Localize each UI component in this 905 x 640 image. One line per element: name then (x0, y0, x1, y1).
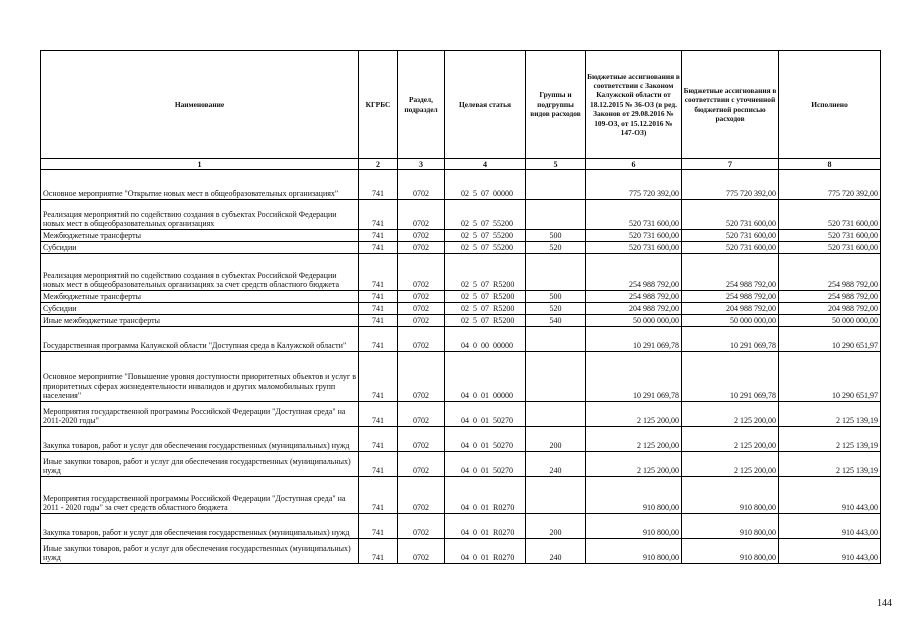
cell-kgrbs: 741 (359, 327, 398, 352)
cell-executed: 254 988 792,00 (779, 291, 881, 303)
cell-executed: 520 731 600,00 (779, 242, 881, 254)
cell-refined: 10 291 069,78 (682, 327, 779, 352)
header-groups: Группы и подгруппы видов расходов (526, 51, 586, 159)
table-row (41, 291, 881, 303)
cell-name: Субсидии (41, 242, 359, 254)
cell-name: Реализация мероприятий по содействию создания в субъектах Российской Федерации новых мест в общеобразовательных организациях (41, 200, 359, 230)
cell-group: 520 (526, 242, 586, 254)
page-number: 144 (877, 598, 892, 609)
cell-refined: 520 731 600,00 (682, 230, 779, 242)
cell-executed: 910 443,00 (779, 477, 881, 514)
cell-kgrbs: 741 (359, 200, 398, 230)
cell-section: 0702 (398, 402, 445, 427)
cell-group (526, 352, 586, 402)
cell-executed: 2 125 139,19 (779, 402, 881, 427)
cell-section: 0702 (398, 514, 445, 539)
cell-refined: 50 000 000,00 (682, 315, 779, 327)
cell-executed: 10 290 651,97 (779, 327, 881, 352)
cell-target: 02 5 07 R5200 (445, 315, 526, 327)
cell-executed: 520 731 600,00 (779, 200, 881, 230)
cell-kgrbs: 741 (359, 352, 398, 402)
cell-refined: 910 800,00 (682, 539, 779, 564)
cell-name: Основное мероприятие "Повышение уровня доступности приоритетных объектов и услуг в приоритетных сферах жизнедеятельности инвалидов и других маломобильных групп населения" (41, 352, 359, 402)
cell-group: 520 (526, 303, 586, 315)
cell-law: 910 800,00 (586, 477, 682, 514)
cell-kgrbs: 741 (359, 303, 398, 315)
header-name: Наименование (41, 51, 359, 159)
cell-refined: 775 720 392,00 (682, 170, 779, 200)
cell-law: 10 291 069,78 (586, 352, 682, 402)
cell-group (526, 477, 586, 514)
cell-kgrbs: 741 (359, 402, 398, 427)
cell-target: 04 0 01 00000 (445, 352, 526, 402)
cell-law: 520 731 600,00 (586, 200, 682, 230)
cell-kgrbs: 741 (359, 170, 398, 200)
cell-kgrbs: 741 (359, 427, 398, 452)
cell-section: 0702 (398, 303, 445, 315)
cell-law: 520 731 600,00 (586, 230, 682, 242)
cell-section: 0702 (398, 291, 445, 303)
cell-name: Межбюджетные трансферты (41, 291, 359, 303)
cell-refined: 2 125 200,00 (682, 402, 779, 427)
cell-section: 0702 (398, 427, 445, 452)
cell-section: 0702 (398, 539, 445, 564)
column-number: 6 (586, 159, 682, 170)
cell-executed: 254 988 792,00 (779, 254, 881, 291)
cell-kgrbs: 741 (359, 254, 398, 291)
cell-section: 0702 (398, 200, 445, 230)
cell-target: 02 5 07 R5200 (445, 291, 526, 303)
cell-executed: 2 125 139,19 (779, 452, 881, 477)
cell-group: 540 (526, 315, 586, 327)
cell-section: 0702 (398, 452, 445, 477)
cell-name: Мероприятия государственной программы Российской Федерации "Доступная среда" на 2011-2020 годы" (41, 402, 359, 427)
cell-executed: 50 000 000,00 (779, 315, 881, 327)
header-budget-refined: Бюджетные ассигнования в соответствии с уточненной бюджетной росписью расходов (682, 51, 779, 159)
cell-law: 520 731 600,00 (586, 242, 682, 254)
cell-law: 204 988 792,00 (586, 303, 682, 315)
cell-section: 0702 (398, 242, 445, 254)
cell-kgrbs: 741 (359, 539, 398, 564)
cell-target: 02 5 07 R5200 (445, 254, 526, 291)
cell-group (526, 254, 586, 291)
cell-refined: 254 988 792,00 (682, 254, 779, 291)
cell-section: 0702 (398, 170, 445, 200)
cell-refined: 254 988 792,00 (682, 291, 779, 303)
cell-group (526, 327, 586, 352)
cell-law: 775 720 392,00 (586, 170, 682, 200)
cell-executed: 910 443,00 (779, 514, 881, 539)
cell-kgrbs: 741 (359, 230, 398, 242)
budget-table (40, 50, 881, 564)
cell-executed: 2 125 139,19 (779, 427, 881, 452)
cell-target: 04 0 00 00000 (445, 327, 526, 352)
cell-executed: 204 988 792,00 (779, 303, 881, 315)
cell-group (526, 402, 586, 427)
cell-section: 0702 (398, 315, 445, 327)
cell-law: 254 988 792,00 (586, 291, 682, 303)
column-number: 8 (779, 159, 881, 170)
cell-refined: 910 800,00 (682, 514, 779, 539)
table-row (41, 539, 881, 564)
table-row (41, 327, 881, 352)
cell-target: 04 0 01 50270 (445, 427, 526, 452)
cell-target: 02 5 07 00000 (445, 170, 526, 200)
table-row (41, 477, 881, 514)
cell-group (526, 170, 586, 200)
cell-name: Основное мероприятие "Открытие новых мест в общеобразовательных организациях" (41, 170, 359, 200)
cell-section: 0702 (398, 327, 445, 352)
cell-kgrbs: 741 (359, 291, 398, 303)
table-row (41, 230, 881, 242)
cell-section: 0702 (398, 230, 445, 242)
header-kgrbs: КГРБС (359, 51, 398, 159)
column-number: 5 (526, 159, 586, 170)
cell-group: 240 (526, 452, 586, 477)
cell-target: 04 0 01 R0270 (445, 514, 526, 539)
cell-section: 0702 (398, 477, 445, 514)
table-header-row (41, 51, 881, 159)
cell-executed: 775 720 392,00 (779, 170, 881, 200)
cell-refined: 520 731 600,00 (682, 200, 779, 230)
cell-target: 04 0 01 50270 (445, 452, 526, 477)
cell-name: Реализация мероприятий по содействию создания в субъектах Российской Федерации новых мест в общеобразовательных организациях за счет средств областного бюджета (41, 254, 359, 291)
table-row (41, 514, 881, 539)
cell-refined: 10 291 069,78 (682, 352, 779, 402)
cell-name: Иные закупки товаров, работ и услуг для обеспечения государственных (муниципальных) нужд (41, 539, 359, 564)
header-executed: Исполнено (779, 51, 881, 159)
cell-law: 2 125 200,00 (586, 402, 682, 427)
column-number-row (41, 159, 881, 170)
table-row (41, 315, 881, 327)
cell-kgrbs: 741 (359, 477, 398, 514)
cell-law: 910 800,00 (586, 539, 682, 564)
cell-target: 02 5 07 55200 (445, 230, 526, 242)
table-row (41, 452, 881, 477)
cell-group: 500 (526, 291, 586, 303)
cell-law: 2 125 200,00 (586, 452, 682, 477)
cell-law: 10 291 069,78 (586, 327, 682, 352)
column-number: 3 (398, 159, 445, 170)
cell-kgrbs: 741 (359, 514, 398, 539)
cell-refined: 2 125 200,00 (682, 452, 779, 477)
cell-target: 04 0 01 R0270 (445, 539, 526, 564)
table-row (41, 242, 881, 254)
cell-law: 254 988 792,00 (586, 254, 682, 291)
cell-kgrbs: 741 (359, 242, 398, 254)
cell-refined: 2 125 200,00 (682, 427, 779, 452)
cell-section: 0702 (398, 254, 445, 291)
column-number: 4 (445, 159, 526, 170)
table-row (41, 402, 881, 427)
column-number: 7 (682, 159, 779, 170)
cell-kgrbs: 741 (359, 315, 398, 327)
header-target: Целевая статья (445, 51, 526, 159)
cell-group: 200 (526, 514, 586, 539)
cell-target: 04 0 01 50270 (445, 402, 526, 427)
cell-group (526, 200, 586, 230)
cell-name: Иные межбюджетные трансферты (41, 315, 359, 327)
cell-name: Закупка товаров, работ и услуг для обеспечения государственных (муниципальных) нужд (41, 427, 359, 452)
table-row (41, 427, 881, 452)
header-budget-law: Бюджетные ассигнования в соответствии с Законом Калужской области от 18.12.2015 № 36-ОЗ (в ред. Законов от 29.08.2016 № 109-ОЗ, от 15.12.2016 № 147-ОЗ) (586, 51, 682, 159)
cell-name: Иные закупки товаров, работ и услуг для обеспечения государственных (муниципальных) нужд (41, 452, 359, 477)
cell-name: Субсидии (41, 303, 359, 315)
table-row (41, 303, 881, 315)
cell-executed: 10 290 651,97 (779, 352, 881, 402)
cell-law: 50 000 000,00 (586, 315, 682, 327)
table-row (41, 200, 881, 230)
cell-refined: 204 988 792,00 (682, 303, 779, 315)
cell-target: 02 5 07 R5200 (445, 303, 526, 315)
column-number: 1 (41, 159, 359, 170)
cell-target: 02 5 07 55200 (445, 200, 526, 230)
column-number: 2 (359, 159, 398, 170)
cell-law: 2 125 200,00 (586, 427, 682, 452)
table-row (41, 352, 881, 402)
cell-name: Государственная программа Калужской области "Доступная среда в Калужской области" (41, 327, 359, 352)
table-row (41, 254, 881, 291)
cell-section: 0702 (398, 352, 445, 402)
cell-law: 910 800,00 (586, 514, 682, 539)
table-row (41, 170, 881, 200)
cell-target: 04 0 01 R0270 (445, 477, 526, 514)
cell-target: 02 5 07 55200 (445, 242, 526, 254)
cell-executed: 520 731 600,00 (779, 230, 881, 242)
cell-group: 200 (526, 427, 586, 452)
cell-name: Мероприятия государственной программы Российской Федерации "Доступная среда" на 2011 - 2020 годы" за счет средств областного бюджета (41, 477, 359, 514)
cell-group: 240 (526, 539, 586, 564)
cell-kgrbs: 741 (359, 452, 398, 477)
cell-refined: 520 731 600,00 (682, 242, 779, 254)
cell-group: 500 (526, 230, 586, 242)
cell-name: Межбюджетные трансферты (41, 230, 359, 242)
cell-refined: 910 800,00 (682, 477, 779, 514)
cell-name: Закупка товаров, работ и услуг для обеспечения государственных (муниципальных) нужд (41, 514, 359, 539)
cell-executed: 910 443,00 (779, 539, 881, 564)
header-section: Раздел, подраздел (398, 51, 445, 159)
